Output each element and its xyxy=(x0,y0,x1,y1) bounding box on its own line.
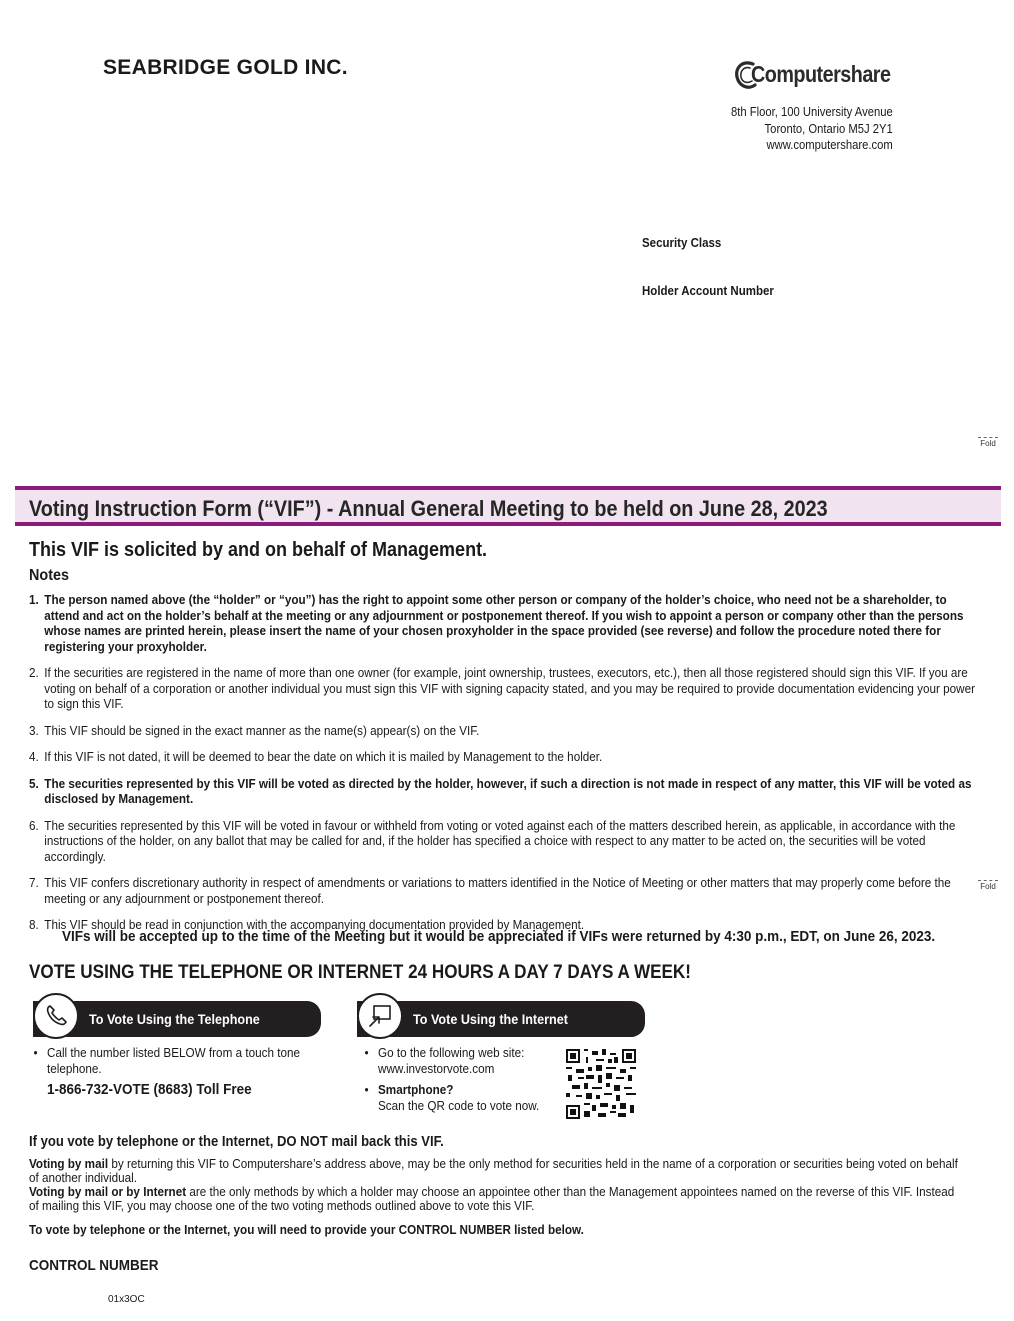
fold-mark: Fold xyxy=(978,880,998,891)
notes-heading: Notes xyxy=(29,567,70,584)
note-item xyxy=(29,749,983,765)
phone-number: 1-866-732-VOTE (8683) Toll Free xyxy=(47,1081,252,1098)
note-number: 7. xyxy=(29,875,39,890)
phone-icon xyxy=(33,993,79,1039)
note-number: 6. xyxy=(29,817,39,833)
note-text: If this VIF is not dated, it will be deemed to bear the date on which it is mailed by Management to the holder. xyxy=(44,749,603,764)
note-number: 3. xyxy=(29,722,39,738)
note-number: 4. xyxy=(29,749,39,764)
voting-by-mail-text: by returning this VIF to Computershare’s address above, may be the only method for securities held in the name of a corporation or securities being voted on behalf of another individual. xyxy=(29,1156,958,1185)
accepted-note: VIFs will be accepted up to the time of the Meeting but it would be appreciated if VIFs were returned by 4:30 p.m., EDT, on June 26, 2023. xyxy=(62,928,936,945)
form-title: Voting Instruction Form (“VIF”) - Annual General Meeting to be held on June 28, 2023 xyxy=(29,496,828,521)
scan-qr-text: Scan the QR code to vote now. xyxy=(378,1097,540,1113)
note-text: This VIF should be read in conjunction with the accompanying documentation provided by Management. xyxy=(44,917,585,932)
smartphone-heading: Smartphone? xyxy=(378,1082,454,1097)
solicited-heading: This VIF is solicited by and on behalf of Management. xyxy=(29,539,488,561)
address-line: Toronto, Ontario M5J 2Y1 xyxy=(764,121,893,136)
internet-instruction xyxy=(364,1045,558,1076)
holder-account-label: Holder Account Number xyxy=(642,284,774,298)
form-title-band xyxy=(15,486,1001,526)
security-class-label: Security Class xyxy=(642,236,722,250)
note-item xyxy=(29,776,983,807)
note-item xyxy=(29,723,983,739)
mail-or-internet-text: are the only methods by which a holder may choose an appointee other than the Management appointees named on the reverse of this VIF. Instead of mailing this VIF, you may choose one of the two voting methods outlined above to vote this VIF. xyxy=(29,1184,955,1213)
notes-list xyxy=(29,592,983,944)
control-number-label: CONTROL NUMBER xyxy=(29,1257,159,1274)
note-number: 8. xyxy=(29,917,39,932)
note-text: This VIF confers discretionary authority in respect of amendments or variations to matters identified in the Notice of Meeting or other matters that may properly come before the meeting or any adjournment or postponement thereof. xyxy=(44,875,951,906)
note-text: The securities represented by this VIF will be voted as directed by the holder, however, if such a direction is not made in respect of any matter, this VIF will be voted as disclosed by Management. xyxy=(44,775,972,806)
computershare-logo xyxy=(734,58,894,92)
note-text: The person named above (the “holder” or “you”) has the right to appoint some other person or company of the holder’s choice, who need not be a shareholder, to attend and act on the holder’s behalf at the meeting or any adjournment or postponement thereof. If you wish to appoint a person or company other than the persons whose names are printed herein, please insert the name of your chosen proxyholder in the space provided (see reverse) and follow the procedure noted there for registering your proxyholder. xyxy=(44,592,964,654)
note-text: This VIF should be signed in the exact manner as the name(s) appear(s) on the VIF. xyxy=(44,722,480,738)
internet-vote-title: To Vote Using the Internet xyxy=(413,1011,568,1027)
telephone-instruction-text: Call the number listed BELOW from a touch tone telephone. xyxy=(47,1045,300,1076)
bullet-dot: • xyxy=(33,1045,38,1060)
note-text: If the securities are registered in the name of more than one owner (for example, joint ownership, trustees, executors, etc.), then all those registered should sign this VIF. If you are voting on behalf of a corporation or another individual you must sign this VIF with signing capacity stated, and you may be required to provide documentation evidencing your power to sign this VIF. xyxy=(44,665,975,711)
mail-or-internet-paragraph xyxy=(29,1185,965,1213)
control-number-note: To vote by telephone or the Internet, you will need to provide your CONTROL NUMBER listed below. xyxy=(29,1222,584,1237)
address-line: www.computershare.com xyxy=(766,138,893,152)
internet-instruction-text: Go to the following web site: xyxy=(378,1045,525,1060)
address-line: 8th Floor, 100 University Avenue xyxy=(731,105,893,119)
bullet-dot: • xyxy=(364,1045,369,1060)
note-item xyxy=(29,665,983,712)
computer-cursor-icon xyxy=(357,993,403,1039)
note-number: 2. xyxy=(29,665,39,680)
telephone-instruction xyxy=(33,1045,317,1076)
company-name: SEABRIDGE GOLD INC. xyxy=(103,56,348,79)
note-text: The securities represented by this VIF will be voted in favour or withheld from voting or voted against each of the matters described herein, as applicable, in accordance with the instructions of the holder, on any ballot that may be called for and, if the holder has specified a choice with respect to any matter to be acted on, the securities will be voted accordingly. xyxy=(44,817,956,864)
computershare-address xyxy=(731,104,893,154)
website-link[interactable]: www.investorvote.com xyxy=(378,1060,495,1076)
do-not-mail-notice: If you vote by telephone or the Internet, DO NOT mail back this VIF. xyxy=(29,1134,444,1150)
fold-mark: Fold xyxy=(978,437,998,448)
form-code: 01x3OC xyxy=(108,1294,145,1305)
voting-by-mail-paragraph xyxy=(29,1157,965,1185)
note-item xyxy=(29,592,983,654)
note-number: 1. xyxy=(29,592,39,607)
mail-or-internet-bold: Voting by mail or by Internet xyxy=(29,1184,187,1199)
vote-heading: VOTE USING THE TELEPHONE OR INTERNET 24 HOURS A DAY 7 DAYS A WEEK! xyxy=(29,962,691,983)
note-item xyxy=(29,875,983,906)
note-item xyxy=(29,818,983,865)
logo-text: Computershare xyxy=(751,61,891,87)
bullet-dot: • xyxy=(364,1082,369,1097)
telephone-vote-title: To Vote Using the Telephone xyxy=(89,1011,260,1027)
voting-by-mail-bold: Voting by mail xyxy=(29,1156,109,1171)
note-number: 5. xyxy=(29,775,39,791)
smartphone-instruction xyxy=(364,1082,558,1113)
qr-code[interactable] xyxy=(566,1049,636,1119)
